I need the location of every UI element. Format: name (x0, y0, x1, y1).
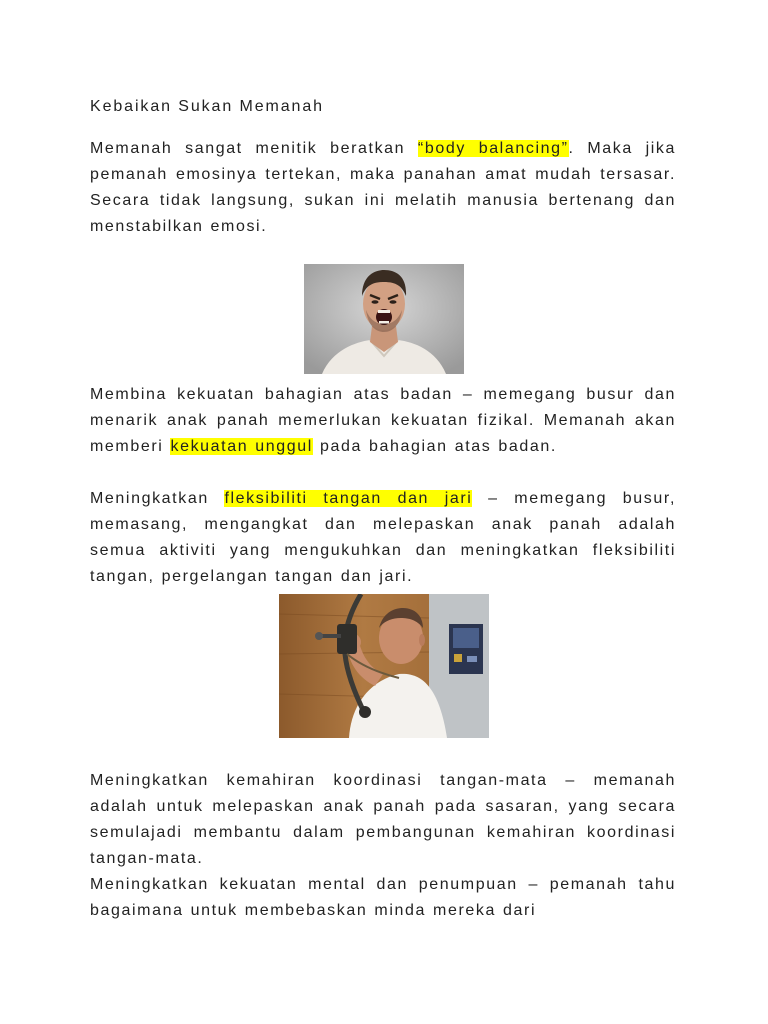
archer-image (279, 594, 489, 738)
paragraph-hand-eye-coordination: Meningkatkan kemahiran koordinasi tangan-mata – memanah adalah untuk melepaskan anak panah pada sasaran, yang secara semulajadi membantu dalam pembangunan kemahiran koordinasi tangan-mata. (90, 772, 676, 867)
paragraph-text: Membina kekuatan bahagian atas badan – memegang busur dan menarik anak panah memerlukan kekuatan fizikal. Memanah akan memberi (90, 386, 676, 455)
paragraph-text: – memegang busur, memasang, mengangkat dan melepaskan anak panah adalah semua aktiviti yang mengukuhkan dan meningkatkan fleksibiliti tangan, pergelangan tangan dan jari. (90, 490, 676, 585)
highlighted-text: “body balancing” (417, 140, 569, 157)
paragraph-upper-body-strength (90, 382, 676, 460)
paragraph-body-balancing (90, 136, 676, 240)
paragraph-hand-flexibility (90, 486, 676, 590)
paragraph-text: . Maka jika pemanah emosinya tertekan, maka panahan amat mudah tersasar. Secara tidak langsung, sukan ini melatih manusia bertenang dan menstabilkan emosi. (90, 140, 676, 235)
highlighted-text: fleksibiliti tangan dan jari (224, 490, 473, 507)
paragraph-mental-strength: Meningkatkan kekuatan mental dan penumpuan – pemanah tahu bagaimana untuk membebaskan minda mereka dari (90, 876, 676, 919)
angry-man-image (304, 264, 464, 374)
document-body (90, 96, 676, 924)
paragraph-text: Memanah sangat menitik beratkan (90, 140, 418, 157)
highlighted-text: kekuatan unggul (170, 438, 313, 455)
paragraph-text: Meningkatkan (90, 490, 225, 507)
paragraph-text: pada bahagian atas badan. (312, 438, 557, 455)
document-title: Kebaikan Sukan Memanah (90, 98, 324, 115)
